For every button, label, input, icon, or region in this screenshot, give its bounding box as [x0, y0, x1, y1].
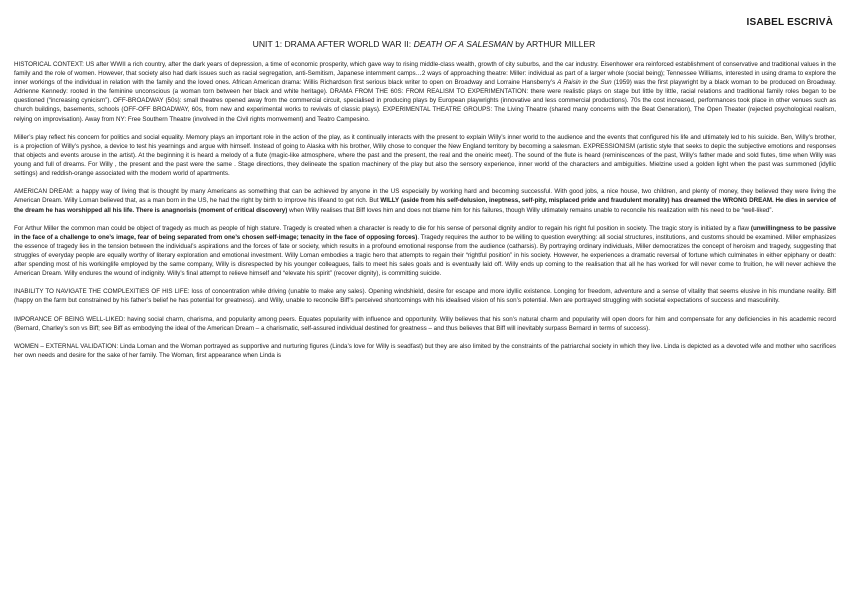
author-name: ISABEL ESCRIVÀ: [746, 17, 833, 28]
paragraph-well-liked: IMPORANCE OF BEING WELL-LIKED: having social charm, charisma, and popularity among peers. Equates popularity with influence and opportunity. Willy believes that his son’s natural charm and popularity will open doors for him and compensate for any deficiencies in his academic record (Bernard, Charley’s son vs Biff; see Biff as embodying the ideal of the American Dream – a charismatic, self-assured individual destined for greatness – and thus believes that Biff will inevitably surpass Bernard in terms of success).: [14, 315, 836, 332]
paragraph-american-dream: [14, 187, 836, 214]
p3-text-b: when Willy realises that Biff loves him and does not blame him for his failures, though Willy ultimately remains unable to reconcile his realization with his need to be “well-liked”.: [287, 206, 774, 214]
paragraph-historical-context: [14, 60, 836, 124]
p4-text-b: . Tragedy requires the author to be willing to question everything: all social structures, institutions, and customs should be examined. Miller emphasizes the essence of tragedy lies in the tension between the individual’s aspirations and the forces of fate or society, which results in a profound emotional response from the audience (catharsis). By portraying ordinary individuals, Miller democratizes the concept of heroism and tragedy, suggesting that struggles of everyday people are equally worthy of literary exploration and emotional investment. Willy Loman embodies a tragic hero that attempts to regain their “rightful position” in his society. However, he experiences a dramatic reversal of fortune which culminates in either epiphany or death: after spending most of his workinglife employed by the same company, Willy is disrespected by his younger colleagues, fails to meet his sales goals and is eventually laid off. Willy ends up coming to the realisation that all he has worked for will never come to fruition, he will never achieve the American Dream. Willy endures the wound of indignity. Willy’s final attempt to relieve himself and “elevate his spirit” (recover dignity), is committing suicide.: [14, 233, 836, 278]
p4-bold-text: (unwillingness to be passive in the face of a challenge to one’s image, fear of being separated from one’s chosen self-image; tenacity in the face of opposing forces): [14, 224, 836, 241]
title-play-name: DEATH OF A SALESMAN: [413, 39, 513, 49]
p1-text-a: HISTORICAL CONTEXT: US after WWII a rich country, after the dark years of depression, a time of economic prosperity, which gave way to rising middle-class wealth, growth of city suburbs, and the car industry. Eisenhower era reinforced establishment of conservative and traditional values in the family and the role of women. However, that society also had dark issues such as racial segregation, anti-Semitism, Japanese internment camps…2 ways of approaching theatre: Miller: individual as part of a larger whole (social being); Tennessee Williams, interested in using drama to explore the inner workings of the individual in relation with the family and the loved ones. African American drama: Willis Richardson first serious black writer to open on Broadway and Lorraine Hansberry’s: [14, 61, 836, 87]
title-suffix: by ARTHUR MILLER: [512, 39, 596, 49]
paragraph-inability: INABILITY TO NAVIGATE THE COMPLEXITIES OF HIS LIFE: loss of concentration while driving (unable to make any sales). Opening windshield, desire for escape and more idyllic existence. Longing for freedom, adventure and a sense of vitality that seems elusive in his mundane reality. Biff (happy on the farm but constrained by his father’s belief he has potential for greatness). and Willy, unable to reconcile Biff’s perceived shortcomings with his idealised vision of his son’s potential. Men are portrayed struggling with societal expectations of success and masculinity.: [14, 288, 836, 305]
p3-text-a: AMERICAN DREAM: a happy way of living that is thought by many Americans as something that can be achieved by anyone in the US especially by working hard and becoming successful. With good jobs, a nice house, two children, and plenty of money, they believed they were living the American Dream. Willy Loman believed that, as a man born in the US, he had the right by birth to improve his lifeand to get rich. But: [14, 188, 836, 205]
paragraph-tragedy: [14, 224, 836, 279]
p3-bold-text: WILLY (aside from his self-delusion, ineptness, self-pity, misplaced pride and fraudulent morality) has dreamed the WRONG DREAM. He dies in service of the dream he has worshipped all his life. There is anagnorisis (moment of critical discovery): [14, 197, 836, 214]
document-title: [0, 39, 848, 49]
paragraph-memory-expressionism: Miller’s play reflect his concern for politics and social equality. Memory plays an important role in the action of the play, as it continually interacts with the present to explain Willy’s inner world to the audience and the events that configured his life and ultimately led to his suicide. Ben, Willy’s brother, is a projection of Willy’s pyshce, a device to test his yearnings and argue with himself. Instead of going to Alaska with his brother, Willy chose to conquer the New England territory by becoming a salesman. EXPRESSIONISM (artistic style that seeks to depic the subjective emotions and responses that objects and events arouse in the artist). At the beginning it is heard a melody of a flute (magic-like atmosphere, where the past and the present, the real and the oneiric meet). The sound of the flute is heard (reminiscences of the past, Willy’s father made and sold flutes, time when Willy was young and full of dreams. For Willy , the present and the past were the same . Stage directions, they delineate the spation machinery of the play but also the sensory experience, inner world of the characters and ambiguities. Mielzine used a golden light when the past was summoned (idyllic settings) and reddish-orange associated with the modern world of apartments.: [14, 133, 836, 178]
p1-italic-title: A Raisin in the Sun: [557, 79, 612, 87]
document-body: [14, 60, 836, 369]
p4-text-a: For Arthur Miller the common man could be object of tragedy as much as people of high stature. Tragedy is created when a character is ready to die for his sense of personal dignity and/or to regain his right ful position in society. The tragic story is initiated by a flaw: [14, 224, 751, 232]
title-prefix: UNIT 1: DRAMA AFTER WORLD WAR II:: [252, 39, 414, 49]
paragraph-women: WOMEN – EXTERNAL VALIDATION: Linda Loman and the Woman portrayed as supportive and nurturing figures (Linda’s love for Willy is seadfast) but they are also limited by the constraints of the patriarchal society in which they live. Linda is depicted as a devoted wife and mother who sacrifices her own needs and desire for the sake of her family. The Woman, first appearance when Linda is: [14, 342, 836, 359]
p1-text-b: (1959) was the first playwright by a black woman to be produced on Broadway. Adrienne Kennedy: rooted in the feminine unconscious (a woman torn between her black and white heritage). DRAMA FROM THE 60S: FROM REALISM TO EXPERIMENTATION: there were realistic plays on stage but little by little, racial relations and traditional family roles began to be questioned (“increasing cynicism”). OFF-BROADWAY (50s): small theatres opened away from the commercial circuit, specialised in producing plays by European playwrights (innovative and less commercial productions). 70s the cost increased, performances took place in other venues such as church buildings, basements, schools (OFF-OFF BROADWAY, 60s, from new and experimental works to revivals of classic plays). EXPERIMENTAL THEATRE GROUPS: The Living Theatre (shared many concerns with the Beat Generation), The Open Theater (rejected psychological realism, relying on improvisation). Away from NY: Free Southern Theatre (involved in the Civil rights momvement) and Teatro Campesino.: [14, 79, 836, 123]
